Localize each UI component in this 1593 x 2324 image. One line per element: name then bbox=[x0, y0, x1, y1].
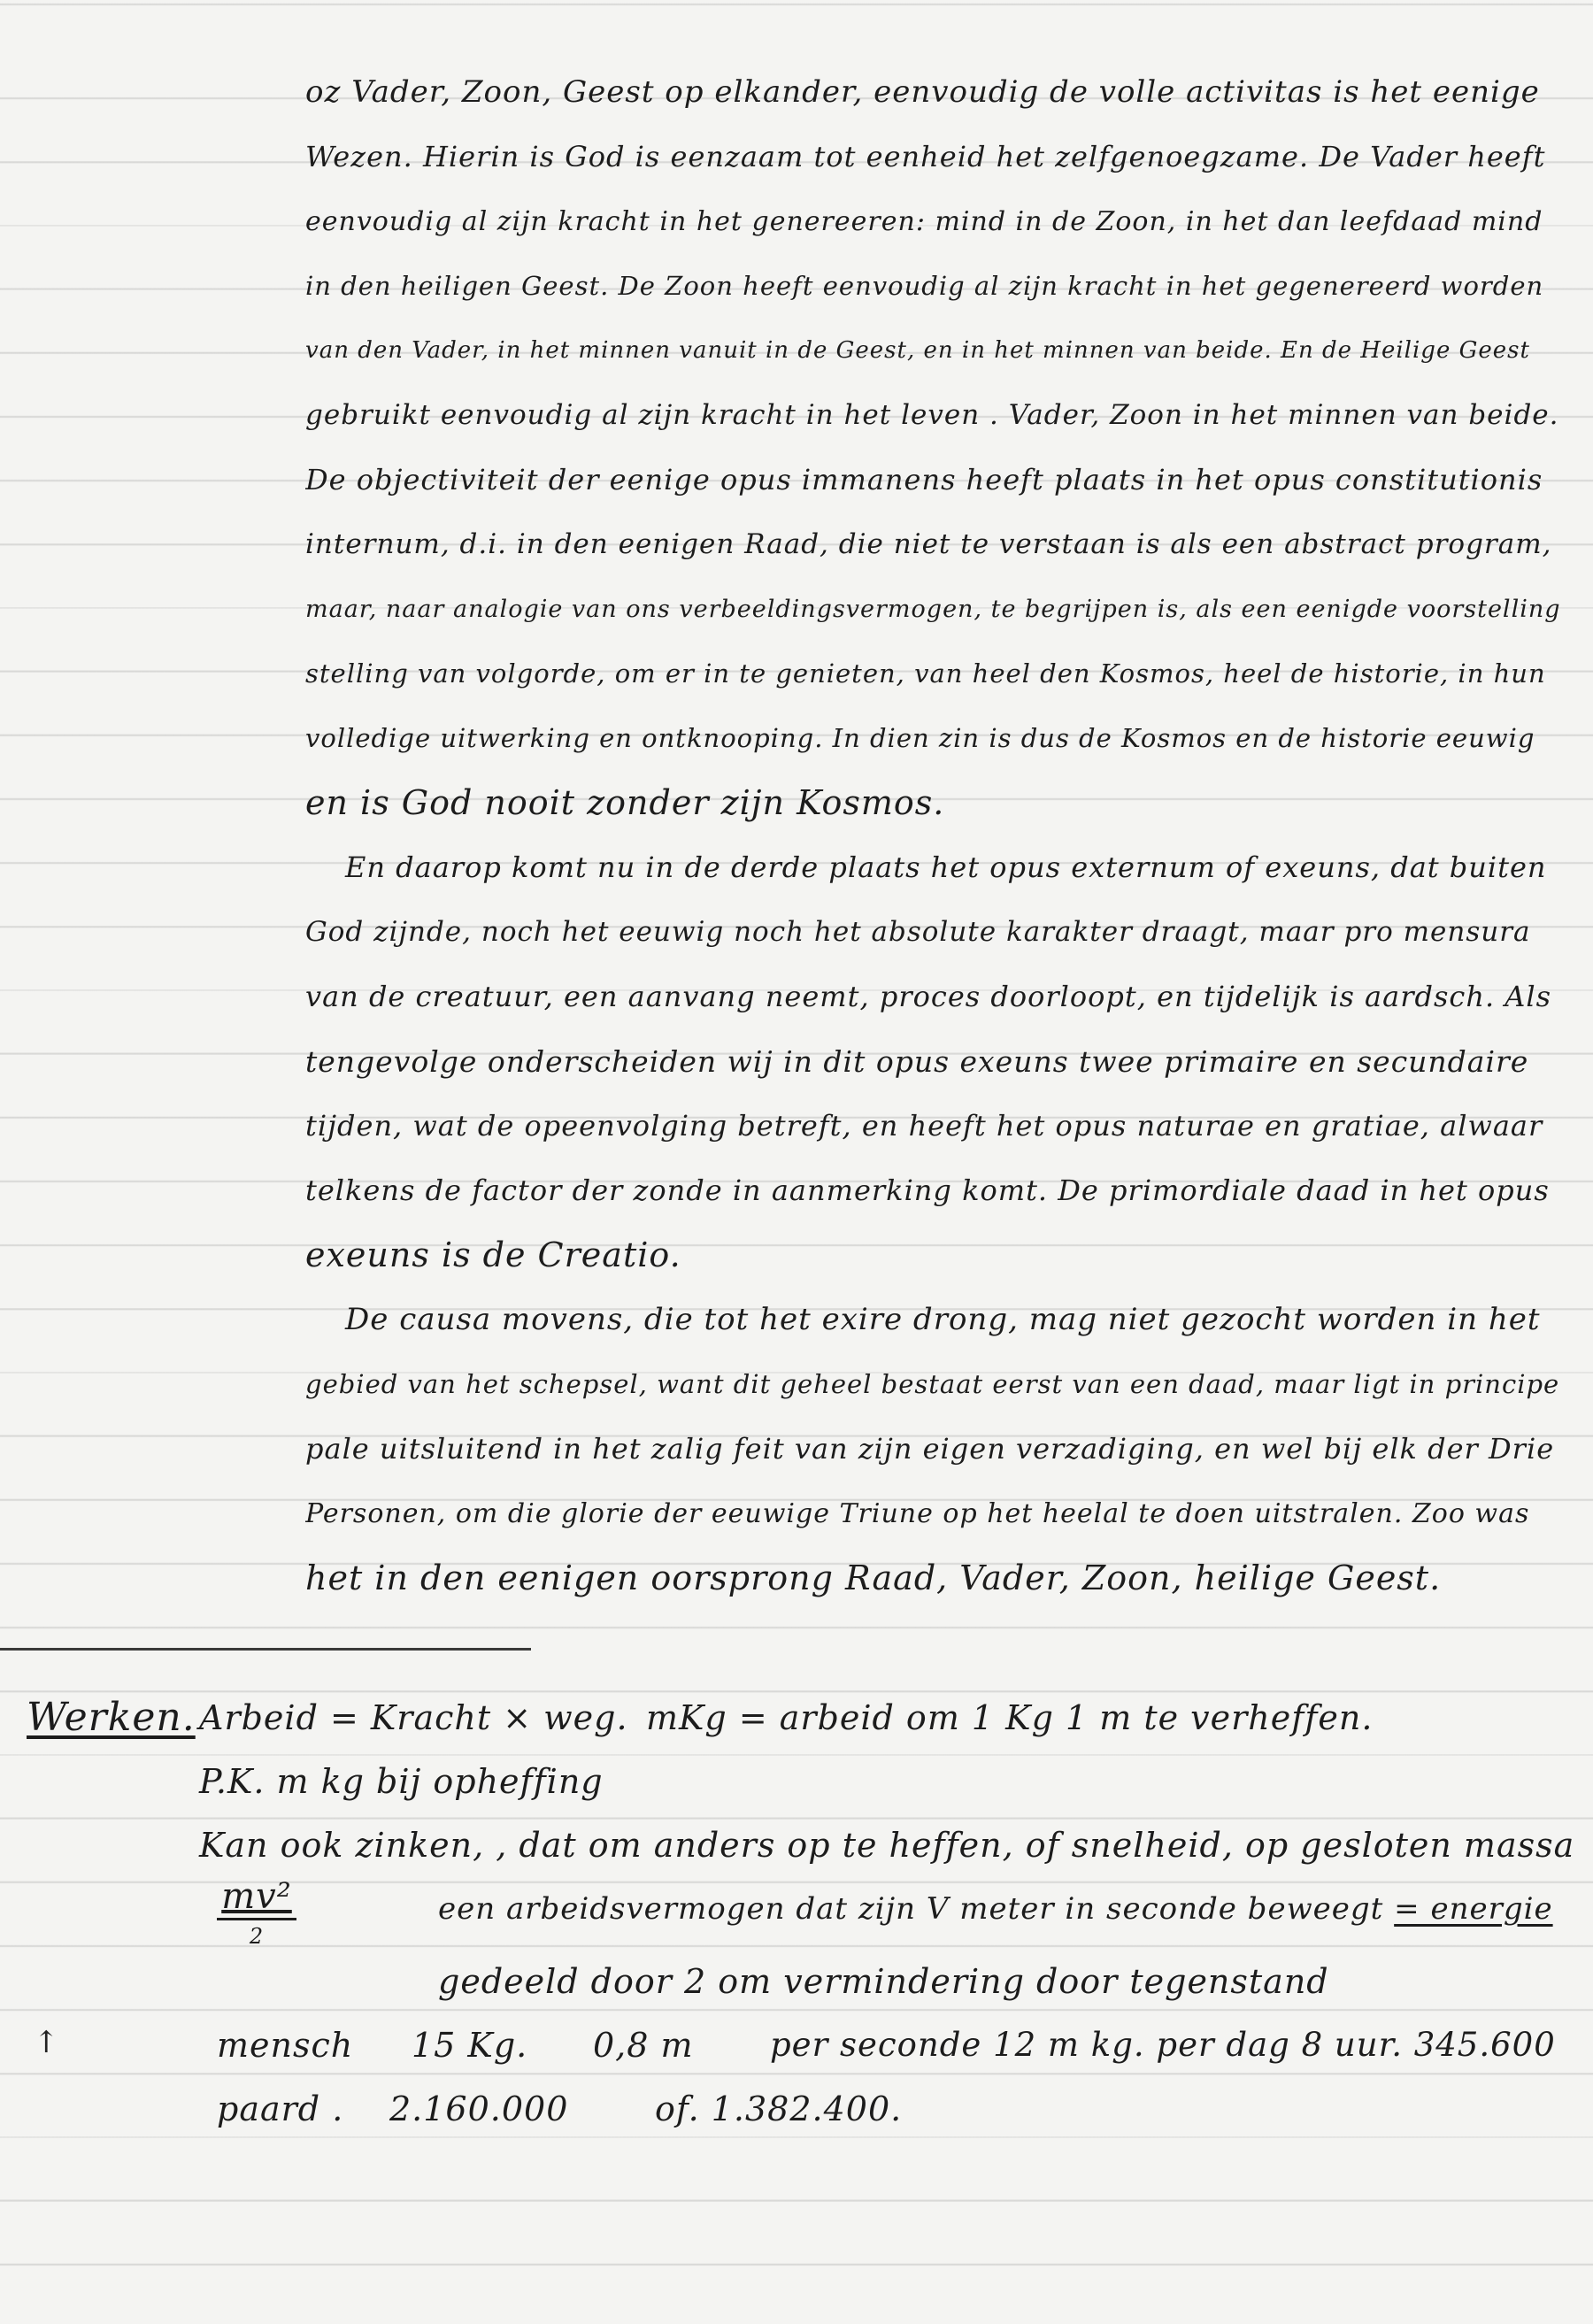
body-line: gebruikt eenvoudig al zijn kracht in het leven . Vader, Zoon in het minnen van beide. bbox=[305, 399, 1559, 431]
body-line: maar, naar analogie van ons verbeeldingsvermogen, te begrijpen is, als een eenigde voorstelling bbox=[305, 596, 1561, 623]
mensch-per-seconde: per seconde 12 m kg. per dag 8 uur. 345.600 bbox=[770, 2026, 1556, 2064]
body-line: God zijnde, noch het eeuwig noch het absolute karakter draagt, maar pro mensura bbox=[305, 916, 1531, 948]
body-line: tengevolge onderscheiden wij in dit opus exeuns twee primaire en secundaire bbox=[305, 1044, 1529, 1079]
notes-row-paard bbox=[18, 2077, 1575, 2141]
body-line: De causa movens, die tot het exire drong, mag niet gezocht worden in het bbox=[345, 1302, 1541, 1337]
body-line: exeuns is de Creatio. bbox=[305, 1235, 681, 1274]
body-line: tijden, wat de opeenvolging betreft, en heeft het opus naturae en gratiae, alwaar bbox=[305, 1109, 1543, 1143]
handwritten-body-text bbox=[305, 60, 1562, 1611]
body-line: volledige uitwerking en ontknooping. In dien zin is dus de Kosmos en de historie eeuwig bbox=[305, 723, 1535, 753]
body-line: en is God nooit zonder zijn Kosmos. bbox=[305, 783, 945, 822]
body-line: van den Vader, in het minnen vanuit in de Geest, en in het minnen van beide. En de Heilige Geest bbox=[305, 337, 1530, 364]
note-gedeeld-door-2: gedeeld door 2 om vermindering door tegenstand bbox=[438, 1962, 1329, 2001]
body-line: Wezen. Hierin is God is eenzaam tot eenheid het zelfgenoegzame. De Vader heeft bbox=[305, 140, 1546, 173]
body-line: telkens de factor der zonde in aanmerking komt. De primordiale daad in het opus bbox=[305, 1174, 1550, 1207]
fraction-numerator: mv² bbox=[217, 1879, 296, 1920]
body-line: in den heiligen Geest. De Zoon heeft eenvoudig al zijn kracht in het gegenereerd worden bbox=[305, 271, 1544, 301]
margin-pencil-mark: ↑ bbox=[34, 2025, 59, 2060]
paard-value: 2.160.000 bbox=[389, 2089, 569, 2128]
formula-mkg-definition: mKg = arbeid om 1 Kg 1 m te verheffen. bbox=[646, 1698, 1374, 1737]
section-divider-line bbox=[0, 1648, 531, 1651]
notes-row-arbeid bbox=[18, 1686, 1575, 1750]
body-line: gebied van het schepsel, want dit geheel bestaat eerst van een daad, maar ligt in principe bbox=[305, 1369, 1560, 1399]
notes-row-pk bbox=[18, 1750, 1575, 1813]
note-kan-ook-zinken: Kan ook zinken, , dat om anders op te heffen, of snelheid, op gesloten massa bbox=[199, 1826, 1575, 1865]
body-line: eenvoudig al zijn kracht in het genereeren: mind in de Zoon, in het dan leefdaad mind bbox=[305, 206, 1543, 237]
body-line: internum, d.i. in den eenigen Raad, die niet te verstaan is als een abstract program, bbox=[305, 528, 1552, 560]
notes-section-werken bbox=[18, 1686, 1575, 2141]
note-pk-mkg: P.K. m kg bij opheffing bbox=[199, 1762, 604, 1801]
body-line: pale uitsluitend in het zalig feit van zijn eigen verzadiging, en wel bij elk der Drie bbox=[305, 1432, 1555, 1466]
body-line: Personen, om die glorie der eeuwige Triune op het heelal te doen uitstralen. Zoo was bbox=[305, 1498, 1530, 1529]
note-arbeidsvermogen bbox=[438, 1877, 1553, 1941]
fraction-denominator: 2 bbox=[249, 1924, 265, 1949]
body-line: van de creatuur, een aanvang neemt, proces doorloopt, en tijdelijk is aardsch. Als bbox=[305, 980, 1552, 1013]
paard-label: paard . bbox=[217, 2089, 344, 2128]
body-line: stelling van volgorde, om er in te genieten, van heel den Kosmos, heel de historie, in hun bbox=[305, 658, 1546, 689]
body-line: De objectiviteit der eenige opus immanens heeft plaats in het opus constitutionis bbox=[305, 463, 1543, 496]
paard-alt-value: of. 1.382.400. bbox=[655, 2089, 903, 2128]
body-line: het in den eenigen oorsprong Raad, Vader, Zoon, heilige Geest. bbox=[305, 1558, 1442, 1597]
mensch-label: mensch bbox=[217, 2026, 354, 2065]
mensch-meters: 0,8 m bbox=[593, 2026, 694, 2065]
note-energie-term: = energie bbox=[1394, 1891, 1553, 1927]
body-line: En daarop komt nu in de derde plaats het opus externum of exeuns, dat buiten bbox=[345, 850, 1547, 884]
notes-row-kan-ook bbox=[18, 1813, 1575, 1877]
body-line: oz Vader, Zoon, Geest op elkander, eenvoudig de volle activitas is het eenige bbox=[305, 74, 1540, 110]
notes-row-gedeeld bbox=[18, 1950, 1575, 2013]
formula-arbeid: Arbeid = Kracht × weg. bbox=[199, 1698, 628, 1737]
notes-row-mensch bbox=[18, 2013, 1575, 2077]
note-arbeidsvermogen-text: een arbeidsvermogen dat zijn V meter in seconde beweegt bbox=[438, 1891, 1395, 1927]
notes-row-energie bbox=[18, 1877, 1575, 1950]
mensch-kg: 15 Kg. bbox=[412, 2026, 528, 2065]
margin-heading-werken: Werken. bbox=[27, 1695, 196, 1740]
fraction-mv2-over-2 bbox=[217, 1876, 296, 1949]
